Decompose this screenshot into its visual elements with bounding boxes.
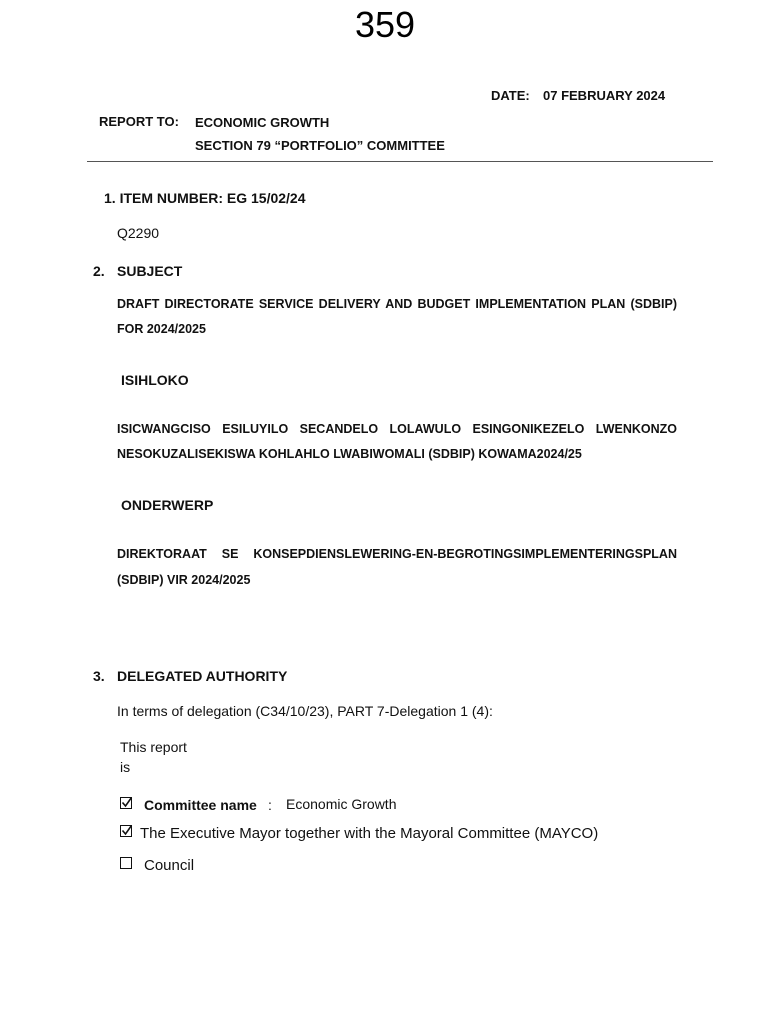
- check-mark-icon: [120, 823, 134, 837]
- mayco-checkbox[interactable]: [120, 825, 132, 837]
- isihloko-line-1: ISICWANGCISO ESILUYILO SECANDELO LOLAWULO ESINGONIKEZELO LWENKONZO: [117, 422, 677, 436]
- report-is-line-2: is: [120, 759, 131, 775]
- item-number-heading: 1. ITEM NUMBER: EG 15/02/24: [104, 190, 306, 206]
- subject-line-2: FOR 2024/2025: [117, 322, 206, 336]
- subject-line-1: DRAFT DIRECTORATE SERVICE DELIVERY AND BUDGET IMPLEMENTATION PLAN (SDBIP): [117, 297, 677, 311]
- subject-number: 2.: [93, 263, 105, 279]
- date-label: DATE:: [491, 88, 530, 103]
- committee-checkbox[interactable]: [120, 797, 132, 809]
- onderwerp-line-1: DIREKTORAAT SE KONSEPDIENSLEWERING-EN-BEGROTINGSIMPLEMENTERINGSPLAN: [117, 547, 677, 561]
- subject-heading: SUBJECT: [117, 263, 183, 279]
- isihloko-heading: ISIHLOKO: [121, 372, 189, 388]
- header-divider: [87, 161, 713, 162]
- report-to-label: REPORT TO:: [99, 114, 179, 129]
- mayco-label: The Executive Mayor together with the Mayoral Committee (MAYCO): [140, 825, 599, 842]
- council-checkbox[interactable]: [120, 857, 132, 869]
- committee-name-label: Committee name: [144, 797, 257, 813]
- report-to-line1: ECONOMIC GROWTH: [195, 115, 330, 130]
- committee-name-value: Economic Growth: [286, 796, 397, 812]
- page-number: 359: [354, 4, 416, 45]
- date-value: 07 FEBRUARY 2024: [543, 88, 666, 103]
- report-to-line2: SECTION 79 “PORTFOLIO” COMMITTEE: [195, 138, 445, 153]
- isihloko-line-2: NESOKUZALISEKISWA KOHLAHLO LWABIWOMALI (SDBIP) KOWAMA2024/25: [117, 447, 582, 461]
- council-label: Council: [144, 857, 195, 874]
- report-is-line-1: This report: [120, 739, 187, 755]
- committee-name-separator: :: [268, 797, 272, 813]
- delegation-intro: In terms of delegation (C34/10/23), PART 7-Delegation 1 (4):: [117, 703, 493, 719]
- delegated-authority-number: 3.: [93, 668, 105, 684]
- onderwerp-line-2: (SDBIP) VIR 2024/2025: [117, 573, 251, 587]
- check-mark-icon: [120, 795, 134, 809]
- item-reference: Q2290: [117, 225, 160, 241]
- delegated-authority-heading: DELEGATED AUTHORITY: [117, 668, 288, 684]
- onderwerp-heading: ONDERWERP: [121, 497, 214, 513]
